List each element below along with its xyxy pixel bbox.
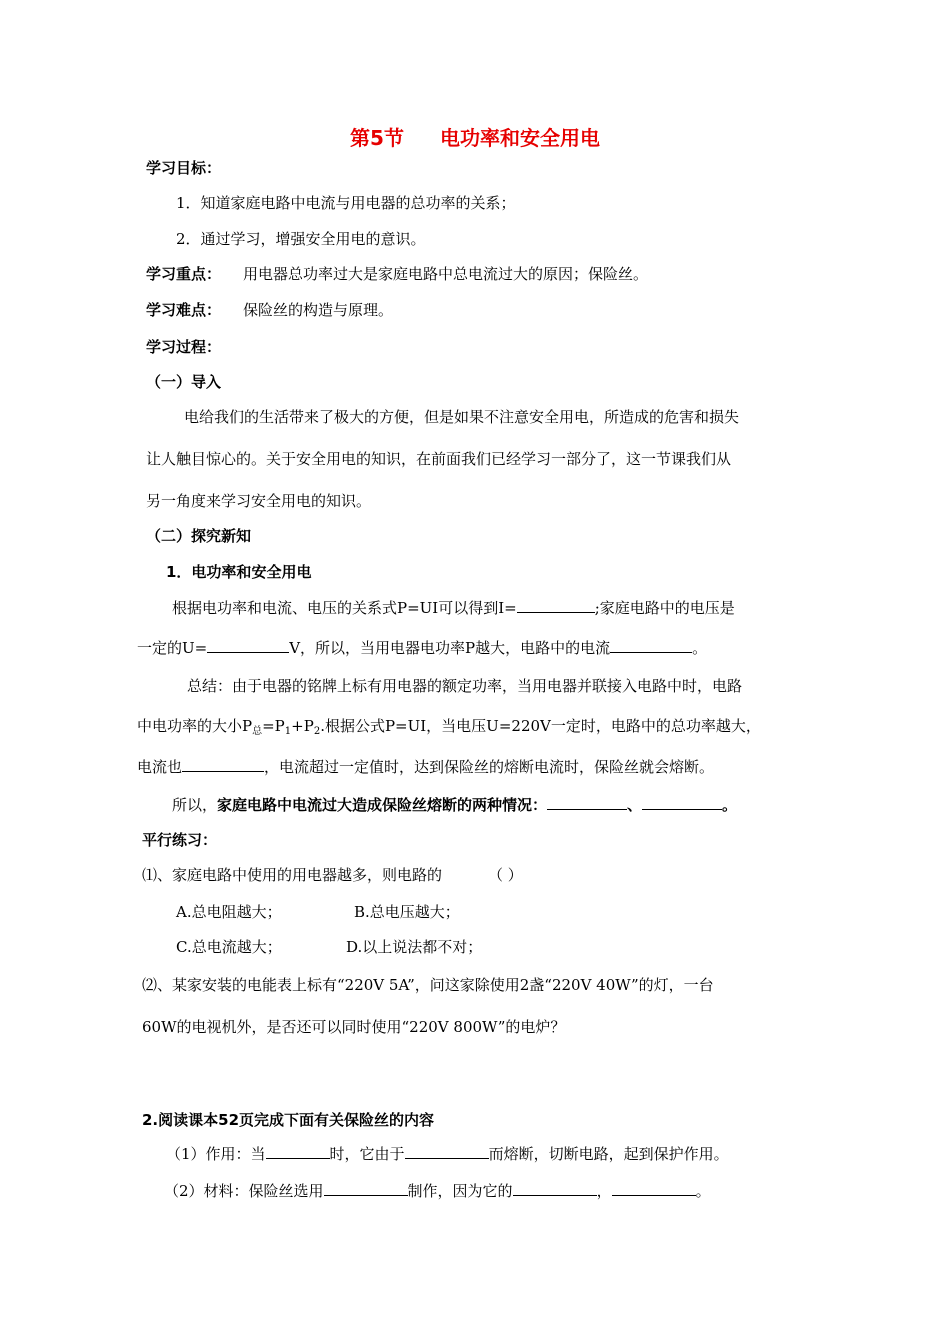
- blank-current-change[interactable]: [610, 638, 692, 653]
- intro-line-1: 电给我们的生活带来了极大的方便，但是如果不注意安全用电，所造成的危害和损失: [184, 408, 740, 426]
- key-point: [146, 264, 648, 284]
- intro-line-3: 另一角度来学习安全用电的知识。: [146, 492, 372, 510]
- blank-current-formula[interactable]: [517, 598, 595, 613]
- objectives-heading: 学习目标：: [146, 159, 222, 177]
- fuse-function: （1）作用：当 时，它由于 而熔断，切断电路，起到保护作用。: [166, 1145, 729, 1163]
- explore-heading: （二）探究新知: [146, 527, 252, 545]
- fuse-heading: 2.阅读课本52页完成下面有关保险丝的内容: [142, 1111, 435, 1129]
- blank-fuse-material[interactable]: [324, 1181, 408, 1196]
- difficulty-text: 保险丝的构造与原理。: [243, 301, 394, 319]
- practice-heading: 平行练习：: [142, 831, 218, 849]
- section-number: 第5节: [350, 126, 404, 150]
- option-d: D.以上说法都不对；: [346, 938, 483, 956]
- fuse-material: （2）材料：保险丝选用 制作，因为它的 ， 。: [164, 1182, 711, 1200]
- process-heading: 学习过程：: [146, 338, 222, 356]
- difficulty-label: 学习难点：: [146, 301, 222, 319]
- question-1: ⑴、家庭电路中使用的用电器越多，则电路的 （ ）: [142, 866, 523, 884]
- conclusion: 所以，家庭电路中电流过大造成保险丝熔断的两种情况： 、 。: [172, 796, 738, 814]
- intro-heading: （一）导入: [146, 373, 222, 391]
- option-c: C.总电流越大；: [176, 938, 282, 956]
- objective-1: 1．知道家庭电路中电流与用电器的总功率的关系；: [176, 194, 516, 212]
- summary-line-3: 电流也 ，电流超过一定值时，达到保险丝的熔断电流时，保险丝就会熔断。: [137, 758, 715, 776]
- blank-voltage[interactable]: [207, 638, 289, 653]
- blank-case-1[interactable]: [547, 795, 627, 810]
- option-a: A.总电阻越大；: [176, 903, 282, 921]
- difficulty: [146, 300, 393, 320]
- question-2-line-2: 60W的电视机外，是否还可以同时使用“220V 800W”的电炉？: [142, 1018, 566, 1036]
- blank-case-2[interactable]: [642, 795, 722, 810]
- explore-subheading: 1．电功率和安全用电: [166, 563, 312, 581]
- summary-line-1: 总结：由于电器的铭牌上标有用电器的额定功率，当用电器并联接入电路中时，电路: [187, 677, 743, 695]
- question-2-line-1: ⑵、某家安装的电能表上标有“220V 5A”，问这家除使用2盏“220V 40W”的灯，一台: [142, 976, 714, 994]
- blank-fuse-property-1[interactable]: [513, 1181, 597, 1196]
- objective-2: 2．通过学习，增强安全用电的意识。: [176, 230, 426, 248]
- intro-line-2: 让人触目惊心的。关于安全用电的知识，在前面我们已经学习一部分了，这一节课我们从: [146, 450, 732, 468]
- section-name: 电功率和安全用电: [439, 126, 600, 150]
- answer-parentheses[interactable]: （ ）: [488, 866, 523, 884]
- key-point-label: 学习重点：: [146, 265, 222, 283]
- key-point-text: 用电器总功率过大是家庭电路中总电流过大的原因；保险丝。: [243, 265, 649, 283]
- blank-fuse-condition[interactable]: [266, 1144, 330, 1159]
- page-title: [0, 126, 950, 150]
- blank-fuse-cause[interactable]: [405, 1144, 489, 1159]
- summary-line-2: 中电功率的大小$P_总=P_1+P_2$.根据公式P=UI，当电压U=220V一定时，电路中的总功率越大，: [137, 717, 761, 737]
- explore-paragraph-line-1: 根据电功率和电流、电压的关系式P=UI可以得到I= ;家庭电路中的电压是: [172, 599, 735, 617]
- explore-paragraph-line-2: 一定的U= V，所以，当用电器电功率P越大，电路中的电流 。: [137, 639, 708, 657]
- blank-fuse-property-2[interactable]: [612, 1181, 696, 1196]
- blank-current-trend[interactable]: [182, 757, 264, 772]
- option-b: B.总电压越大；: [354, 903, 460, 921]
